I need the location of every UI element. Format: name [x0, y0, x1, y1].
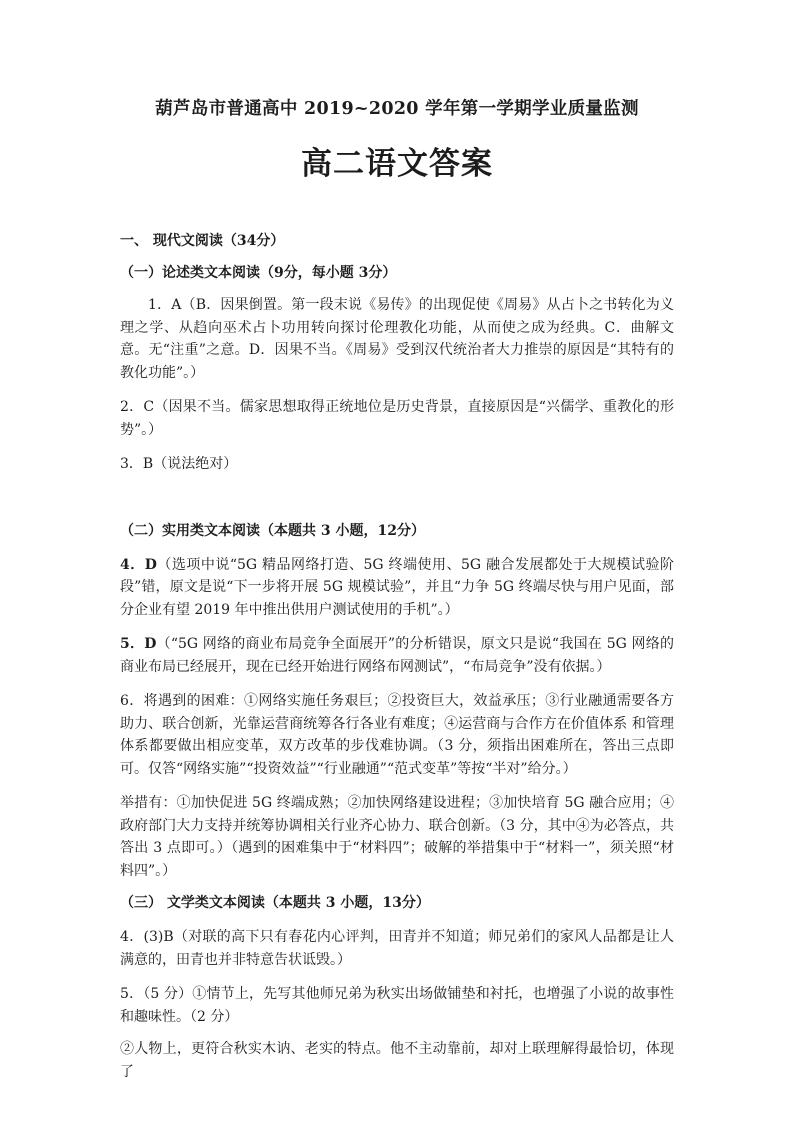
- section-heading-modern-reading: 一、 现代文阅读（34分）: [120, 233, 285, 249]
- subsection-heading-argumentative: （一）论述类文本阅读（9分，每小题 3分）: [120, 265, 397, 281]
- answer-q2: 2．C（因果不当。儒家思想取得正统地位是历史背景，直接原因是“兴儒学、重教化的形势”。）: [120, 399, 674, 438]
- answer-q6-measures: 举措有：①加快促进 5G 终端成熟；②加快网络建设进程；③加快培育 5G 融合应用；④政府部门大力支持并统筹协调相关行业齐心协力、联合创新。（3 分，其中④为必答点，共答出 3 点即可。）（遇到的困难集中于“材料四”；破解的举措集中于“材料一”，须关照“材料四”。）: [120, 795, 674, 879]
- exam-subtitle: 葫芦岛市普通高中 2019~2020 学年第一学期学业质量监测: [155, 99, 639, 119]
- answer-literary-q4: 4．(3)B（对联的高下只有春花内心评判，田青并不知道；师兄弟们的家风人品都是让人满意的，田青也并非特意告状诋毁。）: [120, 929, 674, 968]
- answer-q6-difficulties: 6．将遇到的困难：①网络实施任务艰巨；②投资巨大，效益承压；③行业融通需要各方助力、联合创新，光靠运营商统筹各行各业有难度；④运营商与合作方在价值体系 和管理体系都要做出相应变革，双方改革的步伐难协调。（3 分，须指出困难所在，答出三点即可。仅答“网络实施”“投资效益”“行业融通”“范式变革”等按“半对”给分。）: [120, 693, 674, 777]
- answer-q5: [120, 633, 674, 678]
- answer-q5-text: （“5G 网络的商业布局竞争全面展开”的分析错误，原文只是说“我国在 5G 网络的商业布局已经展开，现在已经开始进行网络布网测试”，“布局竞争”没有依据。）: [120, 636, 674, 675]
- subsection-heading-literary: （三） 文学类文本阅读（本题共 3 小题，13分）: [120, 895, 430, 911]
- subsection-heading-practical: （二）实用类文本阅读（本题共 3 小题，12分）: [120, 522, 425, 539]
- answer-q4-number: 4．D: [120, 556, 157, 573]
- answer-literary-q5-point2: ②人物上，更符合秋实木讷、老实的特点。他不主动靠前，却对上联理解得最恰切，体现了: [120, 1041, 674, 1080]
- answer-literary-q5-point1: 5．（5 分）①情节上，先写其他师兄弟为秋实出场做铺垫和衬托，也增强了小说的故事性和趣味性。（2 分）: [120, 986, 674, 1025]
- answer-q5-number: 5．D: [120, 636, 157, 652]
- page-title: 高二语文答案: [301, 146, 493, 182]
- answer-q4: [120, 554, 674, 622]
- answer-q1: 1．A（B．因果倒置。第一段末说《易传》的出现促使《周易》从占卜之书转化为义理之学、从趋向巫术占卜功用转向探讨伦理教化功能，从而使之成为经典。C．曲解文意。无“注重”之意。D．因果不当。《周易》受到汉代统治者大力推崇的原因是“其特有的教化功能”。）: [120, 297, 674, 381]
- answer-q4-text: （选项中说“5G 精品网络打造、5G 终端使用、5G 融合发展都处于大规模试验阶段”错，原文是说“下一步将开展 5G 规模试验”，并且“力争 5G 终端尽快与用户见面，部分企业有望 2019 年中推出供用户测试使用的手机”。）: [120, 556, 674, 618]
- answer-q3: 3．B（说法绝对）: [120, 456, 238, 472]
